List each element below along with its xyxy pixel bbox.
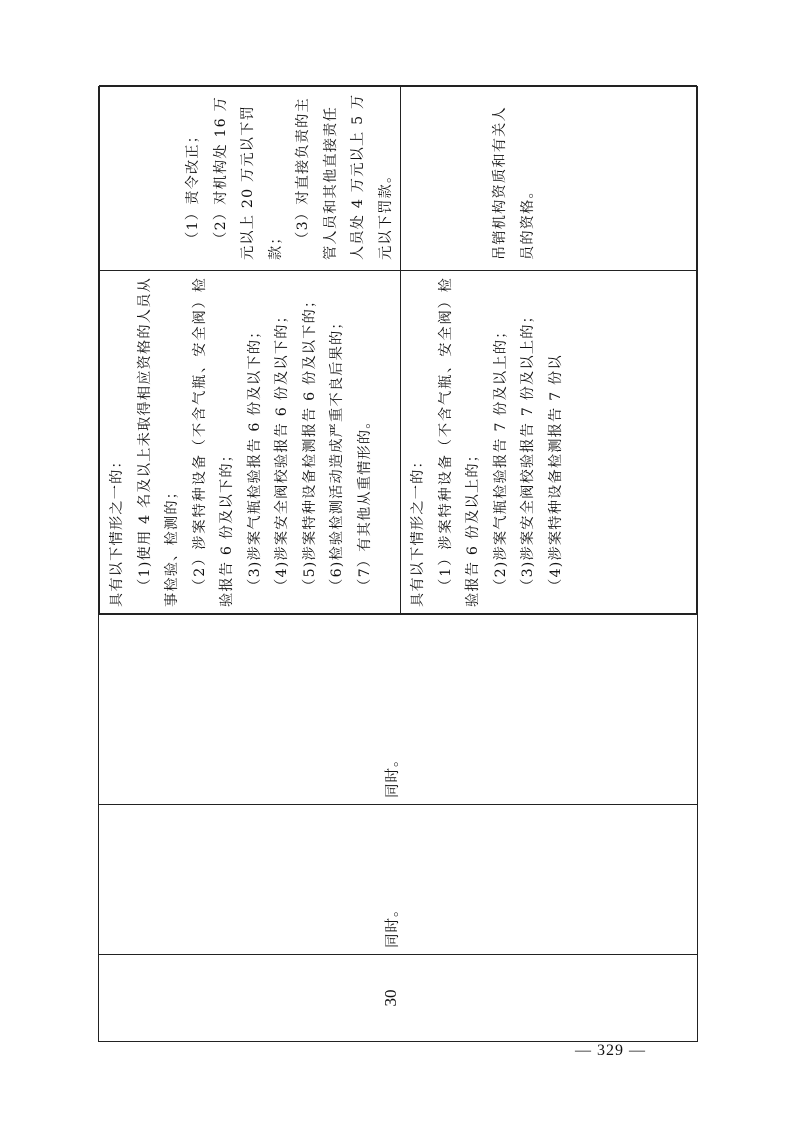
row-number-cell [99,955,698,1042]
upper-item-7: （7）有其他从重情形的。 [356,413,373,593]
upper-penalty-text [100,86,400,270]
circumstance-penalty-cell [99,87,698,615]
upper-item-4: （4)涉案安全阀校验报告 6 份及以下的； [274,308,290,593]
lower-item-1: （1）涉案特种设备（不含气瓶、安全阀）检验报告 6 份及以上的； [437,277,481,607]
column-a-text: 同时。 [385,901,401,948]
upper-item-1: （1)使用 4 名及以上未取得相应资格的人员从事检验、检测的； [136,277,180,607]
lower-circumstance-cell [401,271,697,614]
lower-item-2: （2)涉案气瓶检验报告 7 份及以上的； [492,323,509,593]
upper-circumstance-cell [100,271,401,614]
lower-penalty-text: 吊销机构资质和有关人员的资格。 [492,106,536,260]
upper-penalty-cell [100,86,401,271]
upper-item-3: （3)涉案气瓶检验报告 6 份及以下的； [246,323,263,593]
column-b-text: 同时。 [385,751,401,798]
upper-item-6: （6)检验检测活动造成严重不良后果的； [329,314,345,593]
upper-penalty-1: （1）责令改正； [185,127,201,246]
upper-item-5: （5)涉案特种设备检测报告 6 份及以下的； [301,292,318,593]
lower-circumstance-text [401,271,570,613]
lower-intro: 具有以下情形之一的： [410,453,426,607]
lower-penalty-cell [401,86,697,271]
page-number: — 329 — [575,1042,646,1059]
upper-intro: 具有以下情形之一的： [109,453,125,607]
column-b-cell [99,615,698,805]
upper-item-2: （2）涉案特种设备（不含气瓶、安全阀）检验报告 6 份及以下的； [191,277,235,607]
column-a-cell [99,805,698,955]
lower-item-3: （3)涉案安全阀校验报告 7 份及以上的； [520,308,536,593]
upper-penalty-3: （3）对直接负责的主管人员和其他直接责任人员处 4 万元以上 5 万元以下罚款。 [295,93,394,260]
upper-penalty-2: （2）对机构处 16 万元以上 20 万元以下罚款； [212,96,284,260]
circumstance-subtable [99,85,697,614]
rotated-table-page [98,87,688,1042]
upper-circumstance-text [100,271,379,613]
lower-item-4: （4)涉案特种设备检测报告 7 份以 [547,354,564,593]
penalty-table [98,86,698,1042]
row-number: 30 [381,989,400,1007]
